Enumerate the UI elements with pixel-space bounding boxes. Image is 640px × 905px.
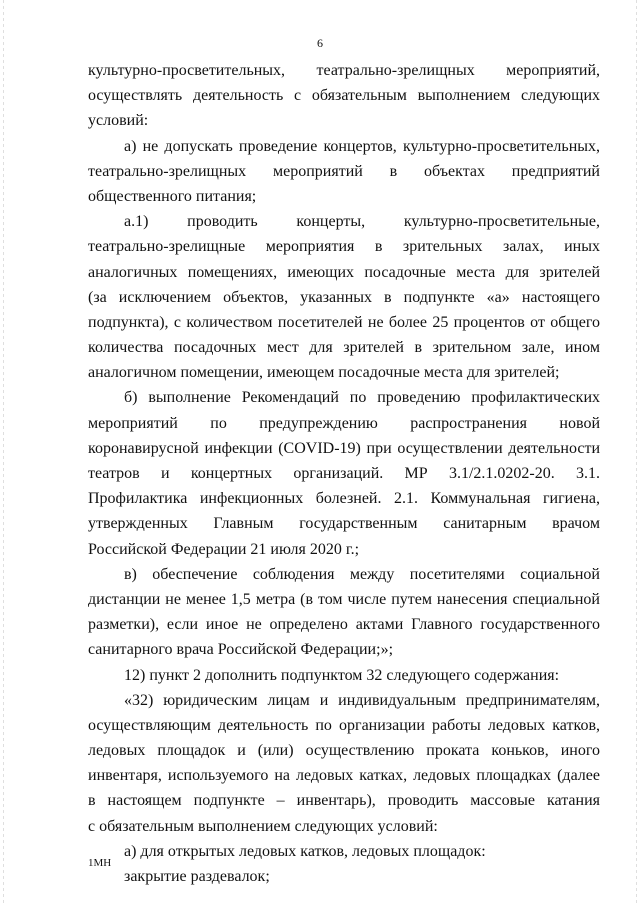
- scan-edge-left: [3, 0, 4, 905]
- text-line: осуществляющим деятельность по организации работы ледовых катков,: [88, 716, 600, 734]
- text-line: культурно-просветительных, театрально-зрелищных мероприятий,: [88, 62, 600, 79]
- text-line: мероприятий по предупреждению распространения новой: [88, 414, 600, 432]
- footer-mark: 1МН: [88, 857, 112, 869]
- text-line: подпункта), с количеством посетителей не более 25 процентов от общего: [88, 313, 600, 331]
- text-line: б) выполнение Рекомендаций по проведению профилактических: [124, 389, 600, 407]
- text-line: коронавирусной инфекции (COVID-19) при осуществлении деятельности: [88, 439, 600, 457]
- text-line: 12) пункт 2 дополнить подпунктом 32 следующего содержания:: [124, 666, 560, 684]
- text-line: аналогичных помещениях, имеющих посадочные места для зрителей: [88, 263, 600, 281]
- text-line: закрытие раздевалок;: [124, 868, 270, 885]
- document-body: [88, 58, 600, 889]
- text-line: театров и концертных организаций. МР 3.1/2.1.0202-20. 3.1.: [88, 465, 600, 482]
- scan-edge-right: [636, 0, 637, 905]
- text-line: аналогичном помещении, имеющем посадочные места для зрителей;: [88, 364, 560, 382]
- text-line: количества посадочных мест для зрителей в зрительном зале, ином: [88, 339, 600, 357]
- text-line: Профилактика инфекционных болезней. 2.1. Коммунальная гигиена,: [88, 490, 600, 508]
- text-line: общественного питания;: [88, 187, 257, 205]
- text-line: в настоящем подпункте – инвентарь), проводить массовые катания: [88, 792, 600, 810]
- text-line: санитарного врача Российской Федерации;»;: [88, 641, 394, 659]
- text-line: театрально-зрелищных мероприятий в объектах предприятий: [88, 162, 600, 180]
- text-line: утвержденных Главным государственным санитарным врачом: [88, 515, 600, 533]
- text-line: с обязательным выполнением следующих условий:: [88, 817, 438, 835]
- page-number: 6: [317, 36, 323, 50]
- text-line: в) обеспечение соблюдения между посетителями социальной: [124, 565, 600, 583]
- text-line: условий:: [88, 112, 149, 130]
- text-line: «32) юридическим лицам и индивидуальным предпринимателям,: [124, 691, 600, 709]
- text-line: а) не допускать проведение концертов, культурно-просветительных,: [124, 137, 600, 155]
- text-line: а) для открытых ледовых катков, ледовых площадок:: [124, 842, 486, 860]
- text-line: осуществлять деятельность с обязательным выполнением следующих: [88, 87, 600, 105]
- text-line: Российской Федерации 21 июля 2020 г.;: [88, 540, 360, 558]
- text-line: театрально-зрелищные мероприятия в зрительных залах, иных: [88, 238, 600, 256]
- text-line: инвентаря, используемого на ледовых катках, ледовых площадках (далее: [88, 767, 600, 785]
- text-line: а.1) проводить концерты, культурно-просветительные,: [124, 213, 600, 231]
- text-line: дистанции не менее 1,5 метра (в том числе путем нанесения специальной: [88, 590, 600, 608]
- text-line: ледовых площадок и (или) осуществлению проката коньков, иного: [88, 742, 600, 760]
- text-line: (за исключением объектов, указанных в подпункте «а» настоящего: [88, 288, 600, 306]
- text-line: разметки), если иное не определено актами Главного государственного: [88, 616, 600, 634]
